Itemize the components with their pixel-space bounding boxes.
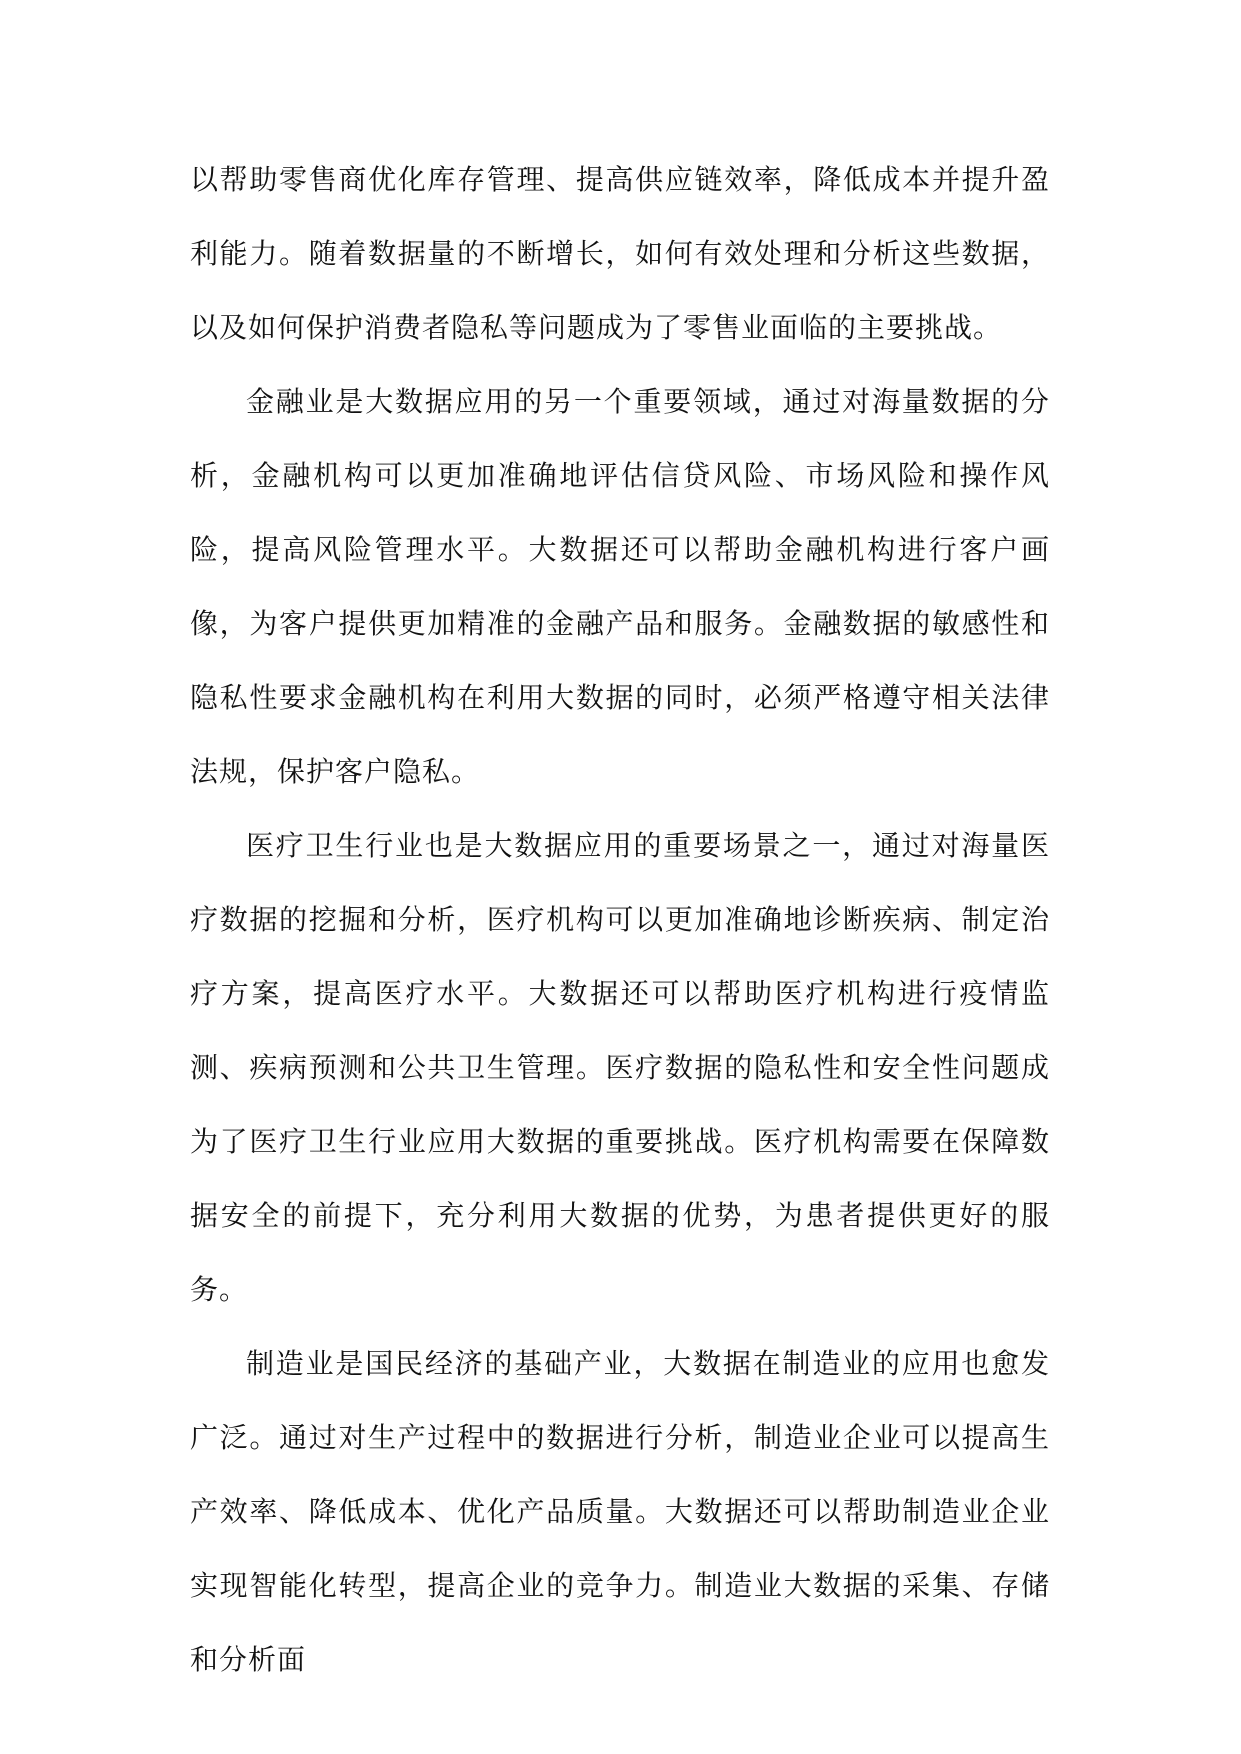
paragraph-retail-continuation: 以帮助零售商优化库存管理、提高供应链效率，降低成本并提升盈利能力。随着数据量的不断增长，如何有效处理和分析这些数据，以及如何保护消费者隐私等问题成为了零售业面临的主要挑战。 <box>190 163 1050 344</box>
paragraph-healthcare: 医疗卫生行业也是大数据应用的重要场景之一，通过对海量医疗数据的挖掘和分析，医疗机构可以更加准确地诊断疾病、制定治疗方案，提高医疗水平。大数据还可以帮助医疗机构进行疫情监测、疾病预测和公共卫生管理。医疗数据的隐私性和安全性问题成为了医疗卫生行业应用大数据的重要挑战。医疗机构需要在保障数据安全的前提下，充分利用大数据的优势，为患者提供更好的服务。 <box>190 829 1050 1306</box>
body-text <box>190 143 1050 1697</box>
paragraph-manufacturing: 制造业是国民经济的基础产业，大数据在制造业的应用也愈发广泛。通过对生产过程中的数据进行分析，制造业企业可以提高生产效率、降低成本、优化产品质量。大数据还可以帮助制造业企业实现智能化转型，提高企业的竞争力。制造业大数据的采集、存储和分析面 <box>190 1347 1050 1676</box>
paragraph-finance: 金融业是大数据应用的另一个重要领域，通过对海量数据的分析，金融机构可以更加准确地评估信贷风险、市场风险和操作风险，提高风险管理水平。大数据还可以帮助金融机构进行客户画像，为客户提供更加精准的金融产品和服务。金融数据的敏感性和隐私性要求金融机构在利用大数据的同时，必须严格遵守相关法律法规，保护客户隐私。 <box>190 385 1050 788</box>
